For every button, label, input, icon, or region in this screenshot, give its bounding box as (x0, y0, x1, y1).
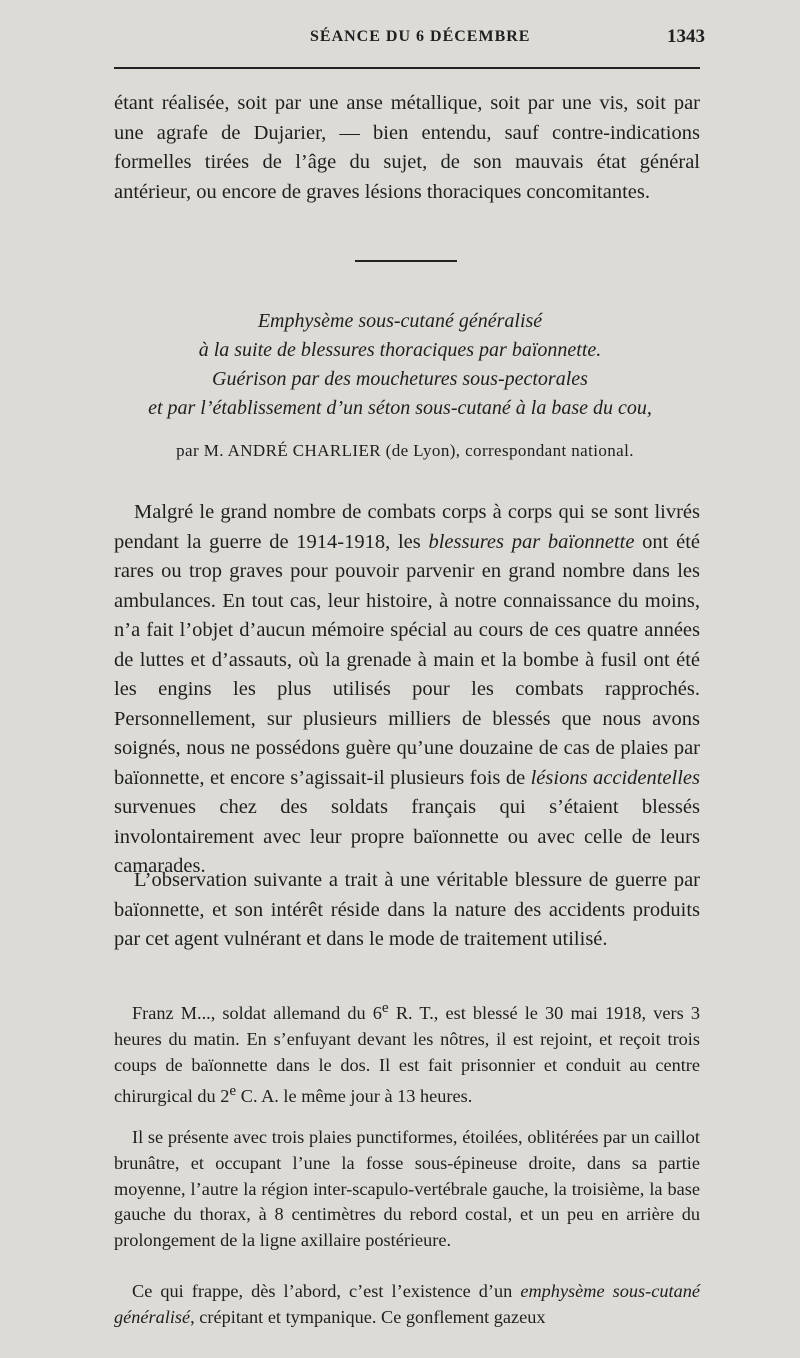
case-paragraph-1 (114, 995, 700, 1110)
text-run: Ce qui frappe, dès l’abord, c’est l’existence d’un (132, 1281, 521, 1301)
header-rule (114, 67, 700, 69)
title-line-4: et par l’établissement d’un séton sous-cutané à la base du cou, (148, 397, 652, 419)
header-title: SÉANCE DU 6 DÉCEMBRE (310, 28, 531, 45)
text-run: survenues chez des soldats français qui s’étaient blessés involontairement avec leur propre baïonnette ou avec celle de leurs camarades. (114, 796, 700, 877)
text-run: Franz M..., soldat allemand du 6 (132, 1003, 382, 1024)
text-run: C. A. le même jour à 13 heures. (236, 1086, 473, 1107)
italic-run: emphysème sous-cutané généralisé (114, 1281, 700, 1327)
title-line-2: à la suite de blessures thoraciques par baïonnette. (198, 339, 602, 361)
title-line-1: Emphysème sous-cutané généralisé (257, 310, 543, 332)
article-title (100, 307, 700, 423)
case-paragraph-3 (114, 1279, 700, 1331)
text-run: R. T., est blessé le 30 mai 1918, vers 3 heures du matin. En s’enfuyant devant les nôtres, il est rejoint, et reçoit trois coups de baïonnette dans le dos. Il est fait prisonnier et conduit au centre chirurgical du 2 (114, 1003, 700, 1107)
italic-run: blessures par baïonnette (428, 530, 635, 553)
paragraph-intro (114, 498, 700, 882)
superscript: e (229, 1082, 237, 1100)
author-byline: par M. ANDRÉ CHARLIER (de Lyon), correspondant national. (176, 441, 634, 460)
italic-run: lésions accidentelles (530, 766, 700, 789)
case-paragraph-2: Il se présente avec trois plaies punctiformes, étoilées, oblitérées par un caillot brunâtre, et occupant l’une la fosse sous-épineuse droite, dans sa partie moyenne, l’autre la région inter-scapulo-vertébrale gauche, la troisième, la base gauche du thorax, à 8 centimètres du rebord costal, et un peu en arrière du prolongement de la ligne axillaire postérieure. (114, 1127, 700, 1251)
running-header (114, 24, 705, 54)
text-run: , crépitant et tympanique. Ce gonflement gazeux (190, 1306, 546, 1327)
title-line-3: Guérison par des mouchetures sous-pectorales (212, 368, 588, 390)
text-run: ont été rares ou trop graves pour pouvoir parvenir en grand nombre dans les ambulances. En tout cas, leur histoire, à notre connaissance du moins, n’a fait l’objet d’aucun mémoire spécial au cours de ces quatre années de luttes et d’assauts, où la grenade à main et la bombe à fusil ont été les engins les plus utilisés pour les combats rapprochés. Personnellement, sur plusieurs milliers de blessés que nous avons soignés, nous ne possédons guère qu’une douzaine de cas de plaies par baïonnette, et encore s’agissait-il plusieurs fois de (114, 530, 700, 789)
page-number: 1343 (667, 26, 705, 47)
text-run: Malgré le grand nombre de combats corps à corps qui se sont livrés pendant la guerre de 1914-1918, les (114, 501, 700, 553)
paragraph-continuation: étant réalisée, soit par une anse métallique, soit par une vis, soit par une agrafe de Dujarier, — bien entendu, sauf contre-indications formelles tirées de l’âge du sujet, de son mauvais état général antérieur, ou encore de graves lésions thoraciques concomitantes. (114, 92, 700, 203)
paragraph-observation-intro: L’observation suivante a trait à une véritable blessure de guerre par baïonnette, et son intérêt réside dans la nature des accidents produits par cet agent vulnérant et dans le mode de traitement utilisé. (114, 869, 700, 950)
section-separator (355, 260, 457, 262)
superscript: e (381, 999, 389, 1016)
